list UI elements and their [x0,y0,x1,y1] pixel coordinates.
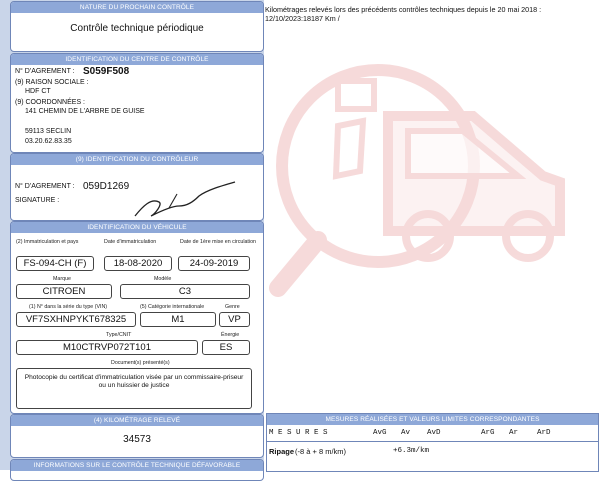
energy-field: ES [202,340,250,355]
mileage-history-text: Kilométrages relevés lors des précédents contrôles techniques depuis le 20 mai 2018 : 12/10/2023:18187 Km / [265,5,542,23]
vehicle-box [10,221,264,414]
signature-image [129,176,239,220]
col-ar: Ar [509,429,519,437]
measures-columns [267,426,598,440]
first-circ-field: 24-09-2019 [178,256,250,271]
col-measures: M E S U R E S [269,429,328,437]
inspection-logo-watermark [268,26,598,406]
type-label: Type/CNIT [106,332,132,338]
address-line2: 59113 SECLIN [25,128,72,135]
measures-divider [267,441,598,442]
genre-field: VP [219,312,250,327]
center-phone: 03.20.62.83.35 [25,138,72,145]
energy-label: Énergie [221,332,240,338]
address-line1: 141 CHEMIN DE L'ARBRE DE GUISE [25,108,145,115]
ripage-value: +6.3m/km [393,447,430,455]
next-inspection-box [10,1,264,52]
type-field: M10CTRVP072T101 [16,340,198,355]
reg-date-label: Date d'immatriculation [104,239,157,245]
measures-header: MESURES RÉALISÉES ET VALEURS LIMITES CORRESPONDANTES [267,414,598,425]
measures-table [266,413,599,472]
center-approval-label: N° D'AGREMENT : [15,68,75,75]
col-arg: ArG [481,429,495,437]
ripage-limit: (-8 à + 8 m/km) [295,447,347,456]
unfavorable-header: INFORMATIONS SUR LE CONTRÔLE TECHNIQUE DÉFAVORABLE [11,460,263,471]
vin-field: VF7SXHNPYKT678325 [16,312,136,327]
col-av: Av [401,429,411,437]
category-field: M1 [140,312,216,327]
first-circ-label: Date de 1ère mise en circulation [180,239,256,245]
next-inspection-value: Contrôle technique périodique [70,23,204,34]
mileage-box [10,414,264,458]
address-label: (9) COORDONNÉES : [15,99,86,106]
model-label: Modèle [154,276,172,282]
col-avg: AvG [373,429,387,437]
model-field: C3 [120,284,250,299]
vin-label: (1) N° dans la série du type (VIN) [29,304,108,310]
center-box [10,53,264,153]
ripage-row [267,444,598,458]
unfavorable-box [10,459,264,481]
signature-label: SIGNATURE : [15,197,60,204]
controller-box [10,153,264,221]
documents-field: Photocopie du certificat d'immatriculation visée par un commissaire-priseur ou un huissier de justice [16,368,252,409]
genre-label: Genre [225,304,240,310]
col-ard: ArD [537,429,551,437]
center-header: IDENTIFICATION DU CENTRE DE CONTRÔLE [11,54,263,65]
registration-label: (2) Immatriculation et pays [16,239,79,245]
controller-approval-value: 059D1269 [83,181,130,192]
make-field: CITROEN [16,284,112,299]
company-value: HDF CT [25,88,51,95]
make-label: Marque [53,276,71,282]
mileage-value: 34573 [123,434,151,445]
mileage-header: (4) KILOMÉTRAGE RELEVÉ [11,415,263,426]
category-label: (5) Catégorie internationale [140,304,205,310]
controller-approval-label: N° D'AGREMENT : [15,183,75,190]
company-label: (9) RAISON SOCIALE : [15,79,89,86]
col-avd: AvD [427,429,441,437]
registration-field: FS-094-CH (F) [16,256,94,271]
reg-date-field: 18-08-2020 [104,256,172,271]
vehicle-header: IDENTIFICATION DU VÉHICULE [11,222,263,233]
documents-label: Document(s) présenté(s) [111,360,170,366]
center-approval-value: S059F508 [83,66,130,77]
ripage-label: Ripage [269,447,295,456]
next-inspection-header: NATURE DU PROCHAIN CONTRÔLE [11,2,263,13]
controller-header: (9) IDENTIFICATION DU CONTRÔLEUR [11,154,263,165]
